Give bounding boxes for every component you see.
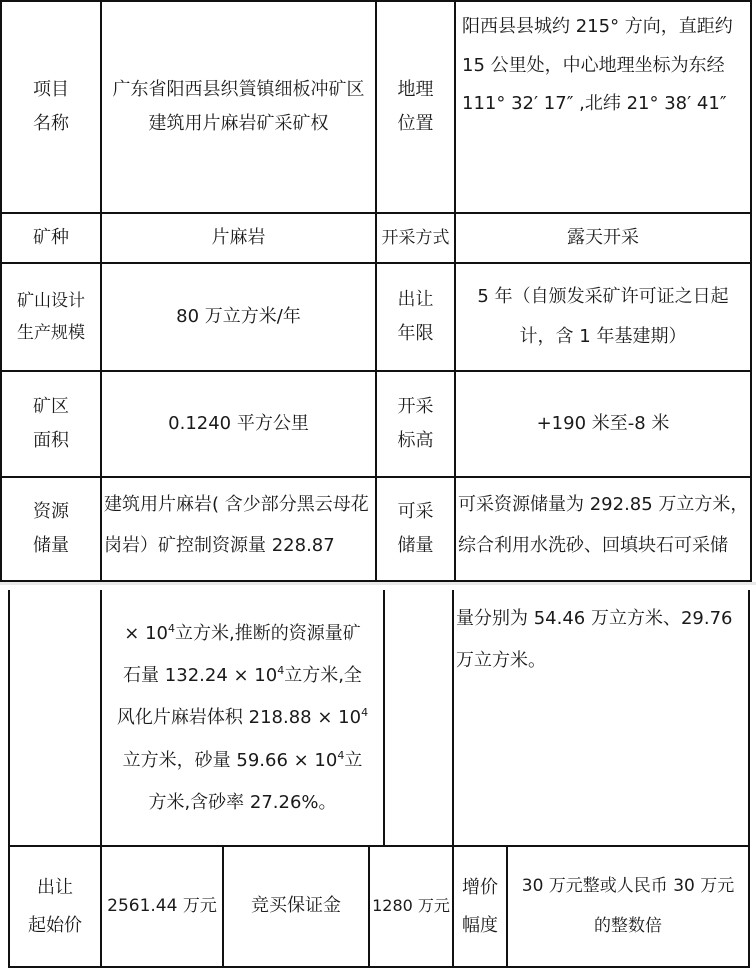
recoverable-reserve-continued: 量分别为 54.46 万立方米、29.76 万立方米。 <box>456 608 733 672</box>
transfer-term-label: 出让 年限 <box>397 288 434 344</box>
production-scale-value: 80 万立方米/年 <box>176 305 301 327</box>
resource-reserve-value: 建筑用片麻岩( 含少部分黑云母花岗岩）矿控制资源量 228.87 <box>104 494 369 557</box>
mineral-value: 片麻岩 <box>211 226 266 248</box>
transfer-term-value: 5 年（自颁发采矿许可证之日起 计，含 1 年基建期） <box>477 286 729 347</box>
start-price-value: 2561.44 万元 <box>107 896 217 917</box>
border-line <box>383 590 385 845</box>
mineral-label: 矿种 <box>33 226 69 248</box>
deposit-label: 竞买保证金 <box>251 895 341 917</box>
project-name-label: 项目 名称 <box>33 78 69 134</box>
deposit-value: 1280 万元 <box>372 896 450 916</box>
elevation-value: +190 米至-8 米 <box>536 412 670 434</box>
recoverable-reserve-value: 可采资源储量为 292.85 万立方米，综合利用水洗砂、回填块石可采储 <box>458 494 749 557</box>
recoverable-reserve-label: 可采 储量 <box>397 500 434 556</box>
project-name-value: 广东省阳西县织篢镇细板冲矿区建筑用片麻岩矿采矿权 <box>112 78 365 134</box>
mining-area-value: 0.1240 平方公里 <box>168 412 309 434</box>
resource-reserve-continued <box>102 592 383 845</box>
border-line <box>8 966 750 968</box>
increment-label: 增价 幅度 <box>462 876 498 936</box>
border-line <box>748 590 750 968</box>
increment-value: 30 万元整或人民币 30 万元 的整数倍 <box>521 876 735 936</box>
page-break-shadow <box>0 582 756 585</box>
location-value: 阳西县县城约 215° 方向，直距约 15 公里处，中心地理坐标为东经 111° 32′ 17″ ,北纬 21° 38′ 41″ <box>462 16 733 115</box>
mining-area-label: 矿区 面积 <box>33 395 69 451</box>
resource-reserve-continued-text: × $10^4$立方米,推断的资源量矿石量 $132.24 \times 10^4$立方米,全风化片麻岩体积 $218.88 \times 10^4$立方米，砂量 $59.66 \times 10^4$立方米,含砂率 27.26%。 <box>116 621 369 813</box>
border-line <box>750 0 752 582</box>
production-scale-label: 矿山设计 生产规模 <box>17 290 85 343</box>
location-label: 地理 位置 <box>397 78 434 134</box>
start-price-label: 出让 起始价 <box>28 876 82 936</box>
resource-reserve-label: 资源 储量 <box>33 500 69 556</box>
mining-method-value: 露天开采 <box>567 226 639 248</box>
mining-method-label: 开采方式 <box>381 227 450 248</box>
elevation-label: 开采 标高 <box>397 395 434 451</box>
